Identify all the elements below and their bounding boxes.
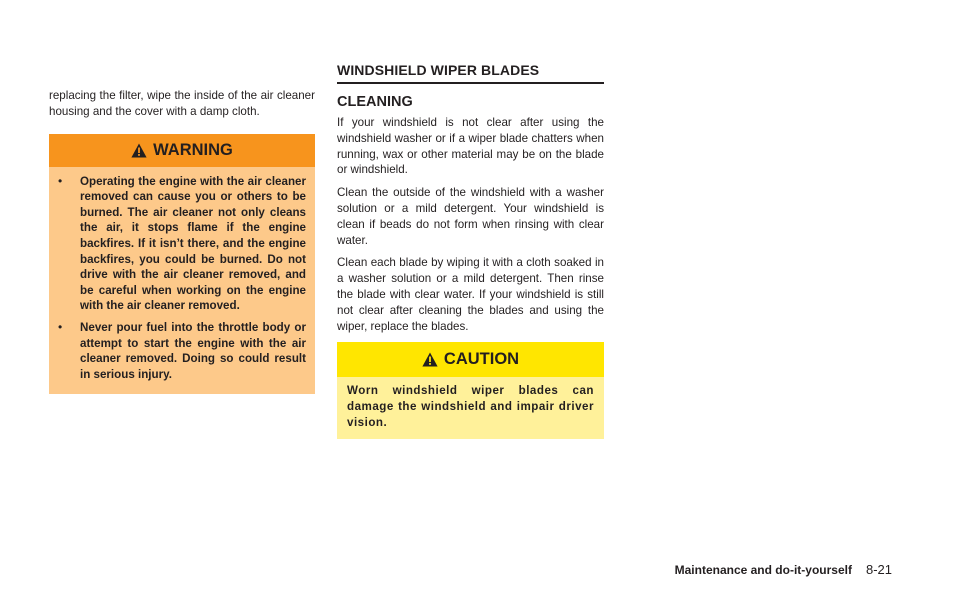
caution-triangle-icon <box>422 352 438 367</box>
bullet-icon: • <box>58 173 63 188</box>
warning-item <box>58 174 306 314</box>
right-column <box>337 62 604 439</box>
bullet-icon: • <box>58 319 63 334</box>
subsection-title: CLEANING <box>337 94 413 110</box>
caution-text: Worn windshield wiper blades can damage the windshield and impair driver vision. <box>347 384 594 430</box>
warning-header <box>49 134 315 167</box>
warning-triangle-icon <box>131 143 147 158</box>
warning-body <box>49 167 315 395</box>
body-paragraph: Clean each blade by wiping it with a cloth soaked in a washer solution or a mild detergent. Then rinse the blade with clear water. If your windshield is still not clear after cleaning the blades and using the wiper, replace the blades. <box>337 256 604 333</box>
left-column <box>49 88 315 394</box>
page-number: 8-21 <box>865 562 892 577</box>
intro-paragraph: replacing the filter, wipe the inside of the air cleaner housing and the cover with a damp cloth. <box>49 89 315 118</box>
warning-title: WARNING <box>153 140 233 159</box>
caution-header <box>337 342 604 377</box>
body-paragraph: Clean the outside of the windshield with a washer solution or a mild detergent. Your windshield is clean if beads do not form when rinsing with clear water. <box>337 186 604 247</box>
page-footer <box>675 562 892 577</box>
warning-item-text: Operating the engine with the air cleaner removed can cause you or others to be burned. The air cleaner not only cleans the air, it stops flame if the engine backfires. If it isn’t there, and the engine backfires, you could be burned. Do not drive with the air cleaner removed, and be careful when working on the engine with the air cleaner removed. <box>80 174 306 313</box>
section-title: WINDSHIELD WIPER BLADES <box>337 62 604 84</box>
footer-section-name: Maintenance and do-it-yourself <box>674 563 852 577</box>
caution-box <box>337 342 604 439</box>
caution-title: CAUTION <box>443 350 520 369</box>
warning-box <box>49 134 315 395</box>
warning-item-text: Never pour fuel into the throttle body or attempt to start the engine with the air cleaner removed. Doing so could result in serious injury. <box>80 320 306 381</box>
body-paragraph: If your windshield is not clear after using the windshield washer or if a wiper blade chatters when running, wax or other material may be on the blade or windshield. <box>337 116 604 177</box>
warning-item <box>58 320 306 382</box>
